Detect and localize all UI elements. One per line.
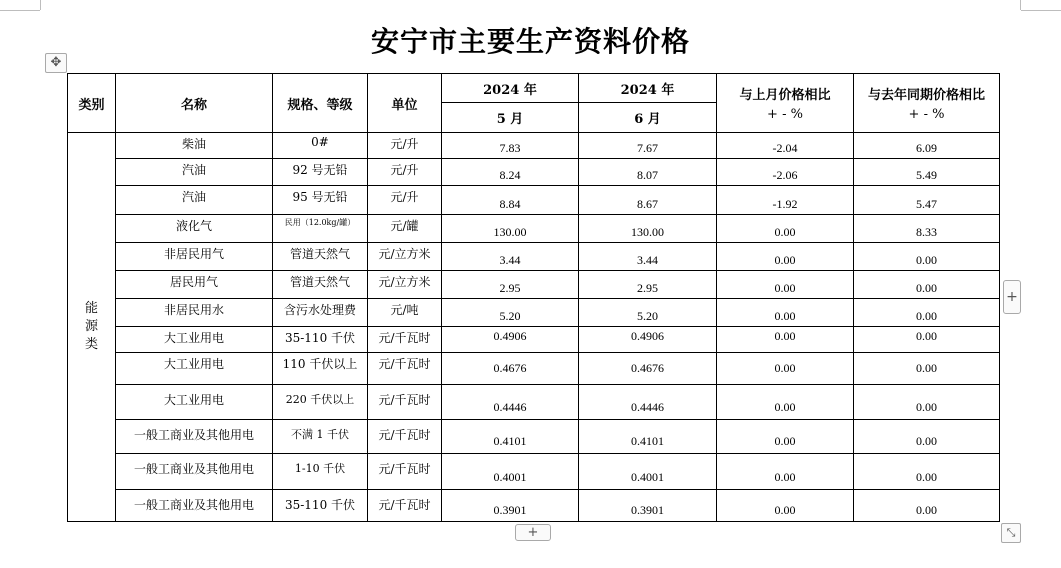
header-unit: 单位 [368, 74, 442, 133]
table-row [68, 454, 1000, 490]
change-yoy: 0.00 [854, 454, 1000, 490]
price-may: 3.44 [442, 243, 579, 271]
header-category: 类别 [68, 74, 116, 133]
item-spec: 220 千伏以上 [273, 385, 368, 420]
change-mom: 0.00 [717, 243, 854, 271]
item-unit: 元/千瓦时 [368, 420, 442, 454]
change-yoy: 5.49 [854, 159, 1000, 186]
item-unit: 元/立方米 [368, 271, 442, 299]
item-spec: 92 号无铅 [273, 159, 368, 186]
price-jun: 0.4676 [579, 353, 717, 385]
item-name: 柴油 [116, 133, 273, 159]
table-row [68, 159, 1000, 186]
add-column-button[interactable]: + [1003, 280, 1021, 314]
price-may: 5.20 [442, 299, 579, 327]
item-unit: 元/千瓦时 [368, 454, 442, 490]
item-unit: 元/千瓦时 [368, 353, 442, 385]
page-title: 安宁市主要生产资料价格 [370, 25, 690, 58]
price-may: 0.4906 [442, 327, 579, 353]
table-row [68, 186, 1000, 215]
page-corner-mark-top-right-h [1021, 10, 1061, 11]
price-may: 0.3901 [442, 490, 579, 522]
change-yoy: 6.09 [854, 133, 1000, 159]
header-name: 名称 [116, 74, 273, 133]
change-yoy: 0.00 [854, 420, 1000, 454]
item-name: 居民用气 [116, 271, 273, 299]
change-mom: 0.00 [717, 385, 854, 420]
item-unit: 元/立方米 [368, 243, 442, 271]
item-name: 汽油 [116, 159, 273, 186]
table-row [68, 243, 1000, 271]
item-spec: 不满 1 千伏 [273, 420, 368, 454]
item-unit: 元/千瓦时 [368, 385, 442, 420]
change-mom: 0.00 [717, 454, 854, 490]
item-unit: 元/吨 [368, 299, 442, 327]
price-may: 8.84 [442, 186, 579, 215]
change-mom: 0.00 [717, 299, 854, 327]
category-cell [68, 133, 116, 522]
item-name: 大工业用电 [116, 327, 273, 353]
header-yoy-label: 与去年同期价格相比 [867, 88, 985, 103]
item-spec: 110 千伏以上 [273, 353, 368, 385]
change-mom: 0.00 [717, 420, 854, 454]
change-yoy: 0.00 [854, 327, 1000, 353]
change-mom: -2.04 [717, 133, 854, 159]
price-may: 8.24 [442, 159, 579, 186]
item-name: 非居民用气 [116, 243, 273, 271]
item-spec: 95 号无铅 [273, 186, 368, 215]
header-month-on-month [717, 74, 854, 133]
header-jun-month: 6 月 [579, 103, 717, 133]
price-jun: 0.3901 [579, 490, 717, 522]
header-yoy-unit: + - % [908, 107, 945, 122]
item-name: 一般工商业及其他用电 [116, 490, 273, 522]
price-jun: 0.4446 [579, 385, 717, 420]
table-row [68, 271, 1000, 299]
change-mom: 0.00 [717, 215, 854, 243]
item-spec: 35-110 千伏 [273, 327, 368, 353]
table-row [68, 299, 1000, 327]
table-row [68, 420, 1000, 454]
item-spec: 管道天然气 [273, 243, 368, 271]
header-may-month: 5 月 [442, 103, 579, 133]
item-name: 液化气 [116, 215, 273, 243]
item-name: 大工业用电 [116, 385, 273, 420]
table-move-icon[interactable]: ✥ [45, 53, 67, 73]
table-row [68, 133, 1000, 159]
header-mom-unit: + - % [767, 107, 803, 122]
change-mom: 0.00 [717, 353, 854, 385]
item-name: 汽油 [116, 186, 273, 215]
price-may: 0.4446 [442, 385, 579, 420]
add-row-button[interactable]: + [515, 524, 551, 541]
item-spec: 民用（12.0kg/罐） [273, 215, 368, 243]
price-jun: 0.4001 [579, 454, 717, 490]
price-jun: 130.00 [579, 215, 717, 243]
page-corner-mark-top-left [40, 0, 41, 10]
header-may-year: 2024 年 [442, 74, 579, 103]
item-unit: 元/罐 [368, 215, 442, 243]
table-resize-icon[interactable]: ⤡ [1001, 523, 1021, 543]
item-name: 非居民用水 [116, 299, 273, 327]
change-yoy: 0.00 [854, 299, 1000, 327]
item-name: 大工业用电 [116, 353, 273, 385]
item-spec: 含污水处理费 [273, 299, 368, 327]
change-yoy: 0.00 [854, 271, 1000, 299]
item-name: 一般工商业及其他用电 [116, 420, 273, 454]
item-unit: 元/千瓦时 [368, 490, 442, 522]
change-mom: -2.06 [717, 159, 854, 186]
change-mom: 0.00 [717, 327, 854, 353]
price-jun: 0.4906 [579, 327, 717, 353]
item-spec: 0# [273, 133, 368, 159]
price-may: 0.4001 [442, 454, 579, 490]
change-yoy: 8.33 [854, 215, 1000, 243]
price-jun: 8.07 [579, 159, 717, 186]
price-may: 0.4101 [442, 420, 579, 454]
item-spec: 1-10 千伏 [273, 454, 368, 490]
price-jun: 0.4101 [579, 420, 717, 454]
item-unit: 元/千瓦时 [368, 327, 442, 353]
header-mom-label: 与上月价格相比 [739, 88, 831, 103]
change-mom: 0.00 [717, 490, 854, 522]
price-table [67, 73, 1000, 522]
page-corner-mark-top-left-h [0, 10, 40, 11]
table-row [68, 327, 1000, 353]
price-may: 7.83 [442, 133, 579, 159]
price-jun: 2.95 [579, 271, 717, 299]
header-jun-year: 2024 年 [579, 74, 717, 103]
header-spec: 规格、等级 [273, 74, 368, 133]
table-row [68, 490, 1000, 522]
price-jun: 7.67 [579, 133, 717, 159]
price-may: 130.00 [442, 215, 579, 243]
change-yoy: 0.00 [854, 243, 1000, 271]
item-spec: 35-110 千伏 [273, 490, 368, 522]
item-spec: 管道天然气 [273, 271, 368, 299]
change-yoy: 0.00 [854, 385, 1000, 420]
price-may: 0.4676 [442, 353, 579, 385]
header-year-on-year [854, 74, 1000, 133]
header-row-1 [68, 74, 1000, 103]
change-yoy: 0.00 [854, 490, 1000, 522]
price-jun: 5.20 [579, 299, 717, 327]
category-label: 能源类 [84, 301, 98, 352]
change-mom: 0.00 [717, 271, 854, 299]
item-name: 一般工商业及其他用电 [116, 454, 273, 490]
price-jun: 8.67 [579, 186, 717, 215]
change-yoy: 5.47 [854, 186, 1000, 215]
page-corner-mark-top-right [1020, 0, 1021, 10]
price-may: 2.95 [442, 271, 579, 299]
table-row [68, 353, 1000, 385]
table-row [68, 215, 1000, 243]
table-row [68, 385, 1000, 420]
change-yoy: 0.00 [854, 353, 1000, 385]
price-jun: 3.44 [579, 243, 717, 271]
change-mom: -1.92 [717, 186, 854, 215]
item-unit: 元/升 [368, 159, 442, 186]
item-unit: 元/升 [368, 186, 442, 215]
item-unit: 元/升 [368, 133, 442, 159]
